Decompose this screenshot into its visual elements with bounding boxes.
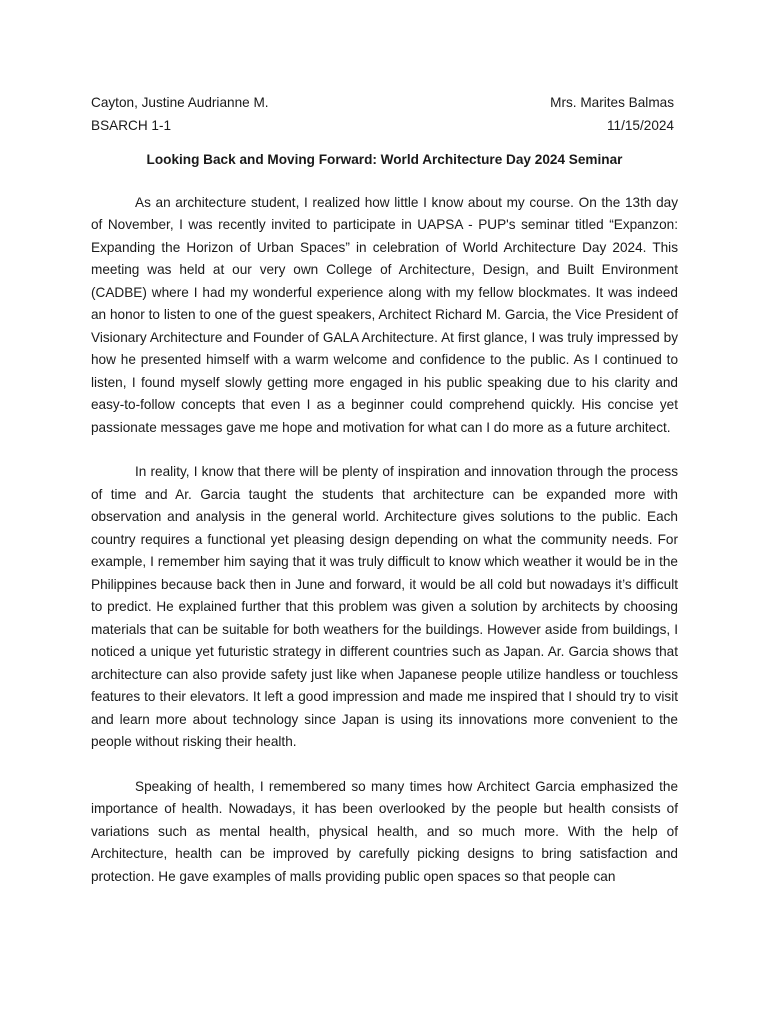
paragraph-2: In reality, I know that there will be plenty of inspiration and innovation through the process of time and Ar. Garcia taught the students that architecture can be expanded more with observation and analysis in the general world. Architecture gives solutions to the public. Each country requires a functional yet pleasing design depending on what the community needs. For example, I remember him saying that it was truly difficult to know which weather it would be in the Philippines because back then in June and forward, it would be all cold but nowadays it’s difficult to predict. He explained further that this problem was given a solution by architects by choosing materials that can be suitable for both weathers for the buildings. However aside from buildings, I noticed a unique yet futuristic strategy in different countries such as Japan. Ar. Garcia shows that architecture can also provide safety just like when Japanese people utilize handless or touchless features to their elevators. It left a good impression and made me inspired that I should try to visit and learn more about technology since Japan is using its innovations more convenient to the people without risking their health. — [91, 464, 678, 749]
header-row — [91, 92, 678, 137]
student-name: Cayton, Justine Audrianne M. — [91, 95, 269, 110]
paragraph-3: Speaking of health, I remembered so many times how Architect Garcia emphasized the importance of health. Nowadays, it has been overlooked by the people but health consists of variations such as mental health, physical health, and so much more. With the help of Architecture, health can be improved by carefully picking designs to bring satisfaction and protection. He gave examples of malls providing public open spaces so that people can — [91, 778, 678, 884]
header-left — [91, 92, 269, 137]
header-right — [550, 92, 678, 137]
paragraph-1: As an architecture student, I realized how little I know about my course. On the 13th day of November, I was recently invited to participate in UAPSA - PUP's seminar titled “Expanzon: Expanding the Horizon of Urban Spaces” in celebration of World Architecture Day 2024. This meeting was held at our very own College of Architecture, Design, and Built Environment (CADBE) where I had my wonderful experience along with my fellow blockmates. It was indeed an honor to listen to one of the guest speakers, Architect Richard M. Garcia, the Vice President of Visionary Architecture and Founder of GALA Architecture. At first glance, I was truly impressed by how he presented himself with a warm welcome and confidence to the public. As I continued to listen, I found myself slowly getting more engaged in his public speaking due to his clarity and easy-to-follow concepts that even I as a beginner could comprehend quickly. His concise yet passionate messages gave me hope and motivation for what can I do more as a future architect. — [91, 194, 678, 435]
document-page — [91, 92, 678, 910]
date: 11/15/2024 — [606, 117, 674, 133]
instructor-name: Mrs. Marites Balmas — [550, 95, 674, 110]
document-title: Looking Back and Moving Forward: World Architecture Day 2024 Seminar — [146, 152, 623, 167]
section: BSARCH 1-1 — [91, 117, 172, 133]
